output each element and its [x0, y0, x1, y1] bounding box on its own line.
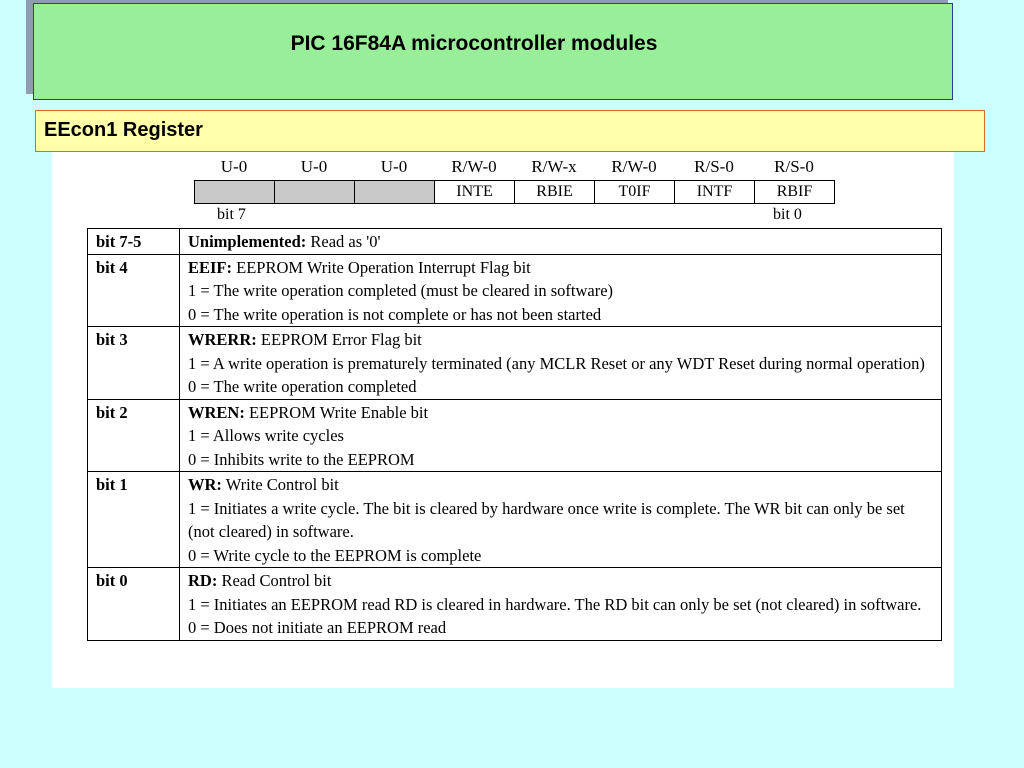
value-line: 0 = Inhibits write to the EEPROM: [188, 449, 415, 469]
value-line: 1 = Allows write cycles: [188, 426, 344, 445]
bit-cell-2: T0IF: [595, 181, 675, 203]
table-row: [88, 399, 942, 472]
slide-subtitle: EEcon1 Register: [44, 119, 203, 141]
access-type: R/S-0: [774, 157, 814, 176]
bit-cell-1: INTF: [675, 181, 755, 203]
field-name: Unimplemented:: [188, 232, 307, 251]
access-type: R/W-0: [451, 157, 497, 176]
bit-cell-7: [195, 181, 275, 203]
bit-description: [180, 229, 942, 255]
field-summary: Read as '0': [306, 232, 381, 251]
bit-description: [180, 327, 942, 400]
value-line: 1 = Initiates a write cycle. The bit is cleared by hardware once write is complete. The WR bit can only be set (not cleared) in software.: [188, 498, 905, 541]
bit-description: [180, 472, 942, 568]
title-box: [33, 3, 953, 100]
lsb-label: bit 0: [773, 206, 802, 223]
access-type: R/W-0: [611, 157, 657, 176]
access-type: R/S-0: [694, 157, 734, 176]
bit-number: bit 3: [88, 327, 180, 400]
table-row: [88, 254, 942, 327]
field-summary: EEPROM Write Operation Interrupt Flag bit: [232, 257, 531, 277]
bit-number: bit 1: [88, 472, 180, 568]
msb-label: bit 7: [217, 206, 246, 223]
table-row: [88, 229, 942, 255]
access-type: U-0: [300, 157, 328, 176]
field-summary: Write Control bit: [221, 475, 339, 494]
access-type: U-0: [220, 157, 248, 176]
register-bit-row: [194, 180, 835, 204]
bit-number: bit 7-5: [88, 229, 180, 255]
field-summary: Read Control bit: [217, 571, 332, 590]
slide-title: PIC 16F84A microcontroller modules: [290, 32, 658, 55]
register-document: [52, 152, 954, 688]
access-type-row: [194, 157, 834, 177]
value-line: 0 = The write operation is not complete or has not been started: [188, 304, 602, 324]
bit-description: [180, 399, 942, 472]
bit-number: bit 4: [88, 254, 180, 327]
value-line: 0 = Write cycle to the EEPROM is complete: [188, 545, 482, 565]
bit-number: bit 0: [88, 568, 180, 641]
value-line: 1 = A write operation is prematurely terminated (any MCLR Reset or any WDT Reset during normal operation): [188, 353, 925, 373]
bit-cell-5: [355, 181, 435, 203]
table-row: [88, 327, 942, 400]
field-summary: EEPROM Write Enable bit: [244, 402, 429, 422]
field-name: WR:: [188, 475, 222, 494]
bit-description-table: [87, 228, 942, 641]
bit-description: [180, 254, 942, 327]
field-name: WRERR:: [188, 330, 257, 349]
value-line: 0 = Does not initiate an EEPROM read: [188, 618, 447, 637]
access-type: U-0: [380, 157, 408, 176]
bit-cell-4: INTE: [435, 181, 515, 203]
subtitle-box: [35, 110, 985, 152]
field-name: WREN:: [188, 402, 245, 422]
field-name: EEIF:: [188, 257, 233, 277]
value-line: 1 = Initiates an EEPROM read RD is cleared in hardware. The RD bit can only be set (not cleared) in software.: [188, 594, 922, 614]
bit-number: bit 2: [88, 399, 180, 472]
bit-cell-3: RBIE: [515, 181, 595, 203]
bit-description: [180, 568, 942, 641]
table-row: [88, 568, 942, 641]
access-type: R/W-x: [531, 157, 577, 176]
value-line: 1 = The write operation completed (must be cleared in software): [188, 281, 614, 300]
value-line: 0 = The write operation completed: [188, 377, 417, 396]
table-row: [88, 472, 942, 568]
bit-cell-0: RBIF: [755, 181, 835, 203]
field-name: RD:: [188, 571, 218, 590]
field-summary: EEPROM Error Flag bit: [256, 330, 422, 349]
bit-cell-6: [275, 181, 355, 203]
